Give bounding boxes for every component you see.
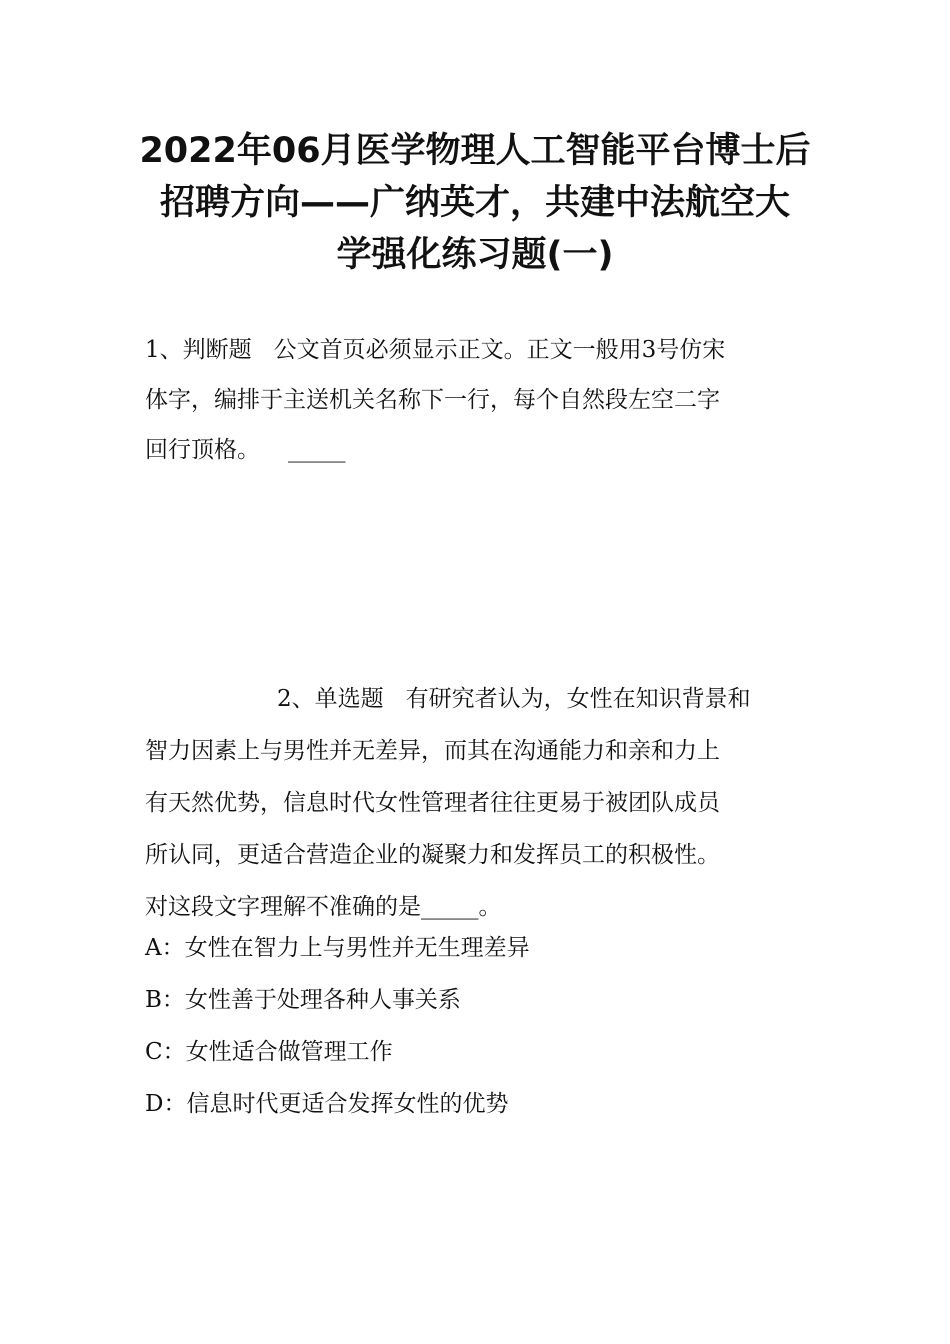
question-2-options xyxy=(145,922,805,1130)
question-2-line xyxy=(145,673,805,725)
question-2-line: 所认同，更适合营造企业的凝聚力和发挥员工的积极性。 xyxy=(145,842,720,868)
question-1-text: 公文首页必须显示正文。正文一般用3号仿宋 xyxy=(273,337,726,363)
question-2 xyxy=(145,673,805,933)
question-2-line: 有天然优势，信息时代女性管理者往往更易于被团队成员 xyxy=(145,790,720,816)
option-a: A：女性在智力上与男性并无生理差异 xyxy=(145,935,530,961)
question-2-line: 智力因素上与男性并无差异，而其在沟通能力和亲和力上 xyxy=(145,738,720,764)
option-b: B：女性善于处理各种人事关系 xyxy=(145,987,461,1013)
question-2-text: 有研究者认为，女性在知识背景和 xyxy=(405,686,751,712)
title-line: 招聘方向——广纳英才，共建中法航空大 xyxy=(159,183,790,223)
document-title xyxy=(120,125,830,281)
question-1-line xyxy=(145,325,805,375)
question-2-line: 对这段文字理解不准确的是_____。 xyxy=(145,894,502,920)
question-1-line xyxy=(145,425,805,475)
title-line: 2022年06月医学物理人工智能平台博士后 xyxy=(139,131,811,171)
question-1-type: 1、判断题 xyxy=(145,337,252,363)
question-1-line: 体字，编排于主送机关名称下一行，每个自然段左空二字 xyxy=(145,387,720,413)
option-d: D：信息时代更适合发挥女性的优势 xyxy=(145,1091,509,1117)
option-c: C：女性适合做管理工作 xyxy=(145,1039,393,1065)
question-1-text: 回行顶格。 xyxy=(145,437,260,463)
question-1 xyxy=(145,325,805,475)
question-2-type: 2、单选题 xyxy=(277,686,384,712)
title-line: 学强化练习题(一) xyxy=(336,235,614,275)
answer-blank: _____ xyxy=(288,437,346,463)
